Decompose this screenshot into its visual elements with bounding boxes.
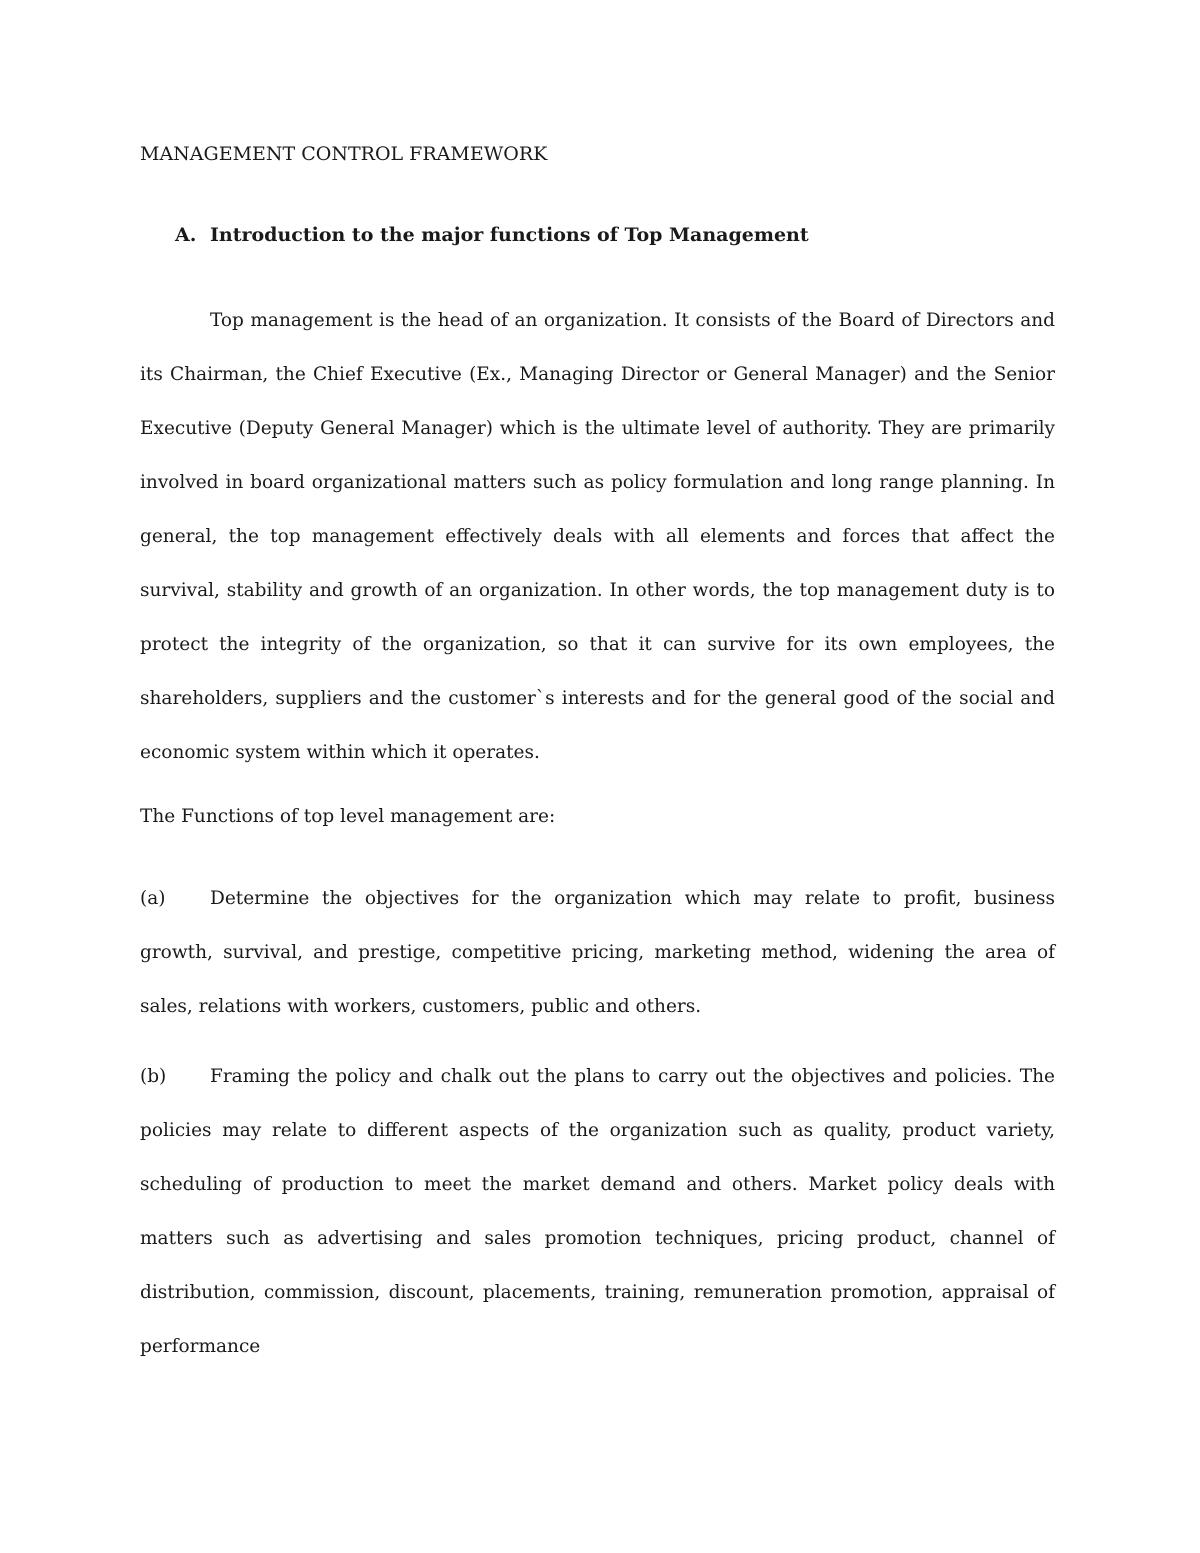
document-title: MANAGEMENT CONTROL FRAMEWORK xyxy=(140,143,548,165)
function-marker: (a) xyxy=(140,888,166,909)
function-marker: (b) xyxy=(140,1066,167,1087)
document-page xyxy=(140,0,1055,1553)
function-item-b xyxy=(140,1050,1055,1374)
section-heading xyxy=(175,224,809,246)
function-text: Determine the objectives for the organization which may relate to profit, business growth, survival, and prestige, competitive pricing, marketing method, widening the area of sales, relations with workers, customers, public and others. xyxy=(140,888,1055,1017)
functions-intro: The Functions of top level management are: xyxy=(140,806,556,827)
section-marker: A. xyxy=(175,224,197,246)
function-item-a xyxy=(140,872,1055,1034)
section-heading-text: Introduction to the major functions of Top Management xyxy=(210,224,809,246)
function-text: Framing the policy and chalk out the plans to carry out the objectives and policies. The policies may relate to different aspects of the organization such as quality, product variety, scheduling of production to meet the market demand and others. Market policy deals with matters such as advertising and sales promotion techniques, pricing product, channel of distribution, commission, discount, placements, training, remuneration promotion, appraisal of performance xyxy=(140,1066,1055,1357)
intro-paragraph: Top management is the head of an organization. It consists of the Board of Directors and its Chairman, the Chief Executive (Ex., Managing Director or General Manager) and the Senior Executive (Deputy General Manager) which is the ultimate level of authority. They are primarily involved in board organizational matters such as policy formulation and long range planning. In general, the top management effectively deals with all elements and forces that affect the survival, stability and growth of an organization. In other words, the top management duty is to protect the integrity of the organization, so that it can survive for its own employees, the shareholders, suppliers and the customer`s interests and for the general good of the social and economic system within which it operates. xyxy=(140,310,1055,763)
